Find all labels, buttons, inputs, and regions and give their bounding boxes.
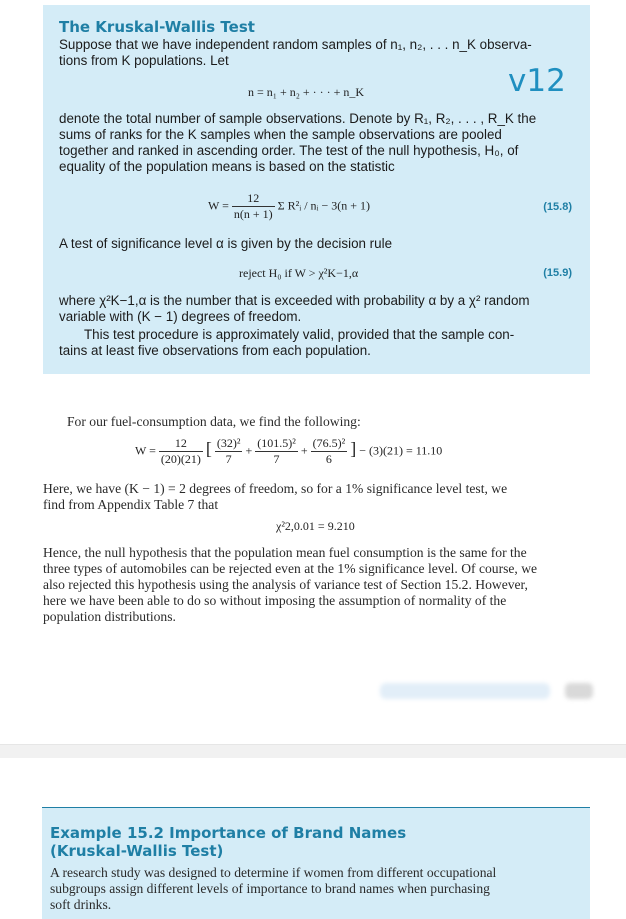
box-title: The Kruskal-Wallis Test: [59, 18, 255, 36]
example-box: [42, 807, 590, 919]
equation-calculation: W = $\frac{12}{(20)(21)}$ [ $\frac{\text{(32)²}}{7}$ + $\frac{\text{(101.5)²}}{7}$ + $\frac{\text{(76.5)²}}{6}$ ] − (3)(21) = 11.10: [135, 436, 443, 466]
definition-box: [43, 5, 590, 374]
equation-number-15-8: (15.8): [543, 201, 572, 213]
equation-number-15-9: (15.9): [543, 267, 572, 279]
paragraph-decision: A test of significance level α is given by the decision rule: [59, 236, 393, 251]
version-watermark: v12: [508, 63, 566, 99]
equation-n: n = n₁ + n₂ + · · · + n_K: [248, 85, 365, 99]
intro-text: For our fuel-consumption data, we find the following:: [67, 414, 361, 429]
equation-chi-critical: χ²2,0.01 = 9.210: [276, 519, 355, 533]
blurred-footer-text: [380, 683, 550, 699]
example-text: A research study was designed to determine if women from different occupational subgroups assign different levels of importance to brand names when purchasing soft drinks.: [50, 865, 497, 912]
equation-w: W = $\frac{12}{n(n + 1)}$ Σ R²ᵢ / nᵢ − 3(n + 1): [208, 191, 371, 221]
paragraph-intro: Suppose that we have independent random samples of n₁, n₂, . . . n_K observa- tions from K populations. Let: [59, 37, 532, 68]
paragraph-degrees-of-freedom: Here, we have (K − 1) = 2 degrees of freedom, so for a 1% significance level test, we find from Appendix Table 7 that: [43, 481, 508, 512]
equation-reject: reject H₀ if W > χ²K−1,α: [239, 266, 359, 280]
paragraph-conclusion: Hence, the null hypothesis that the population mean fuel consumption is the same for the three types of automobiles can be rejected even at the 1% significance level. Of course, we also rejected this hypothesis using the analysis of variance test of Section 15.2. However, here we have been able to do so without imposing the assumption of normality of the population distributions.: [43, 545, 538, 624]
paragraph-chi-square: where χ²K−1,α is the number that is exceeded with probability α by a χ² random variable with (K − 1) degrees of freedom.: [59, 293, 530, 324]
example-title: Example 15.2 Importance of Brand Names (Kruskal-Wallis Test): [50, 824, 407, 860]
blurred-page-number: [565, 683, 593, 699]
paragraph-validity: This test procedure is approximately valid, provided that the sample con- tains at least five observations from each population.: [59, 327, 515, 358]
paragraph-ranks: denote the total number of sample observations. Denote by R₁, R₂, . . . , R_K the sums of ranks for the K samples when the sample observations are pooled together and ranked in ascending order. The test of the null hypothesis, H₀, of equality of the population means is based on the statistic: [59, 111, 537, 174]
page-divider: [0, 744, 626, 758]
